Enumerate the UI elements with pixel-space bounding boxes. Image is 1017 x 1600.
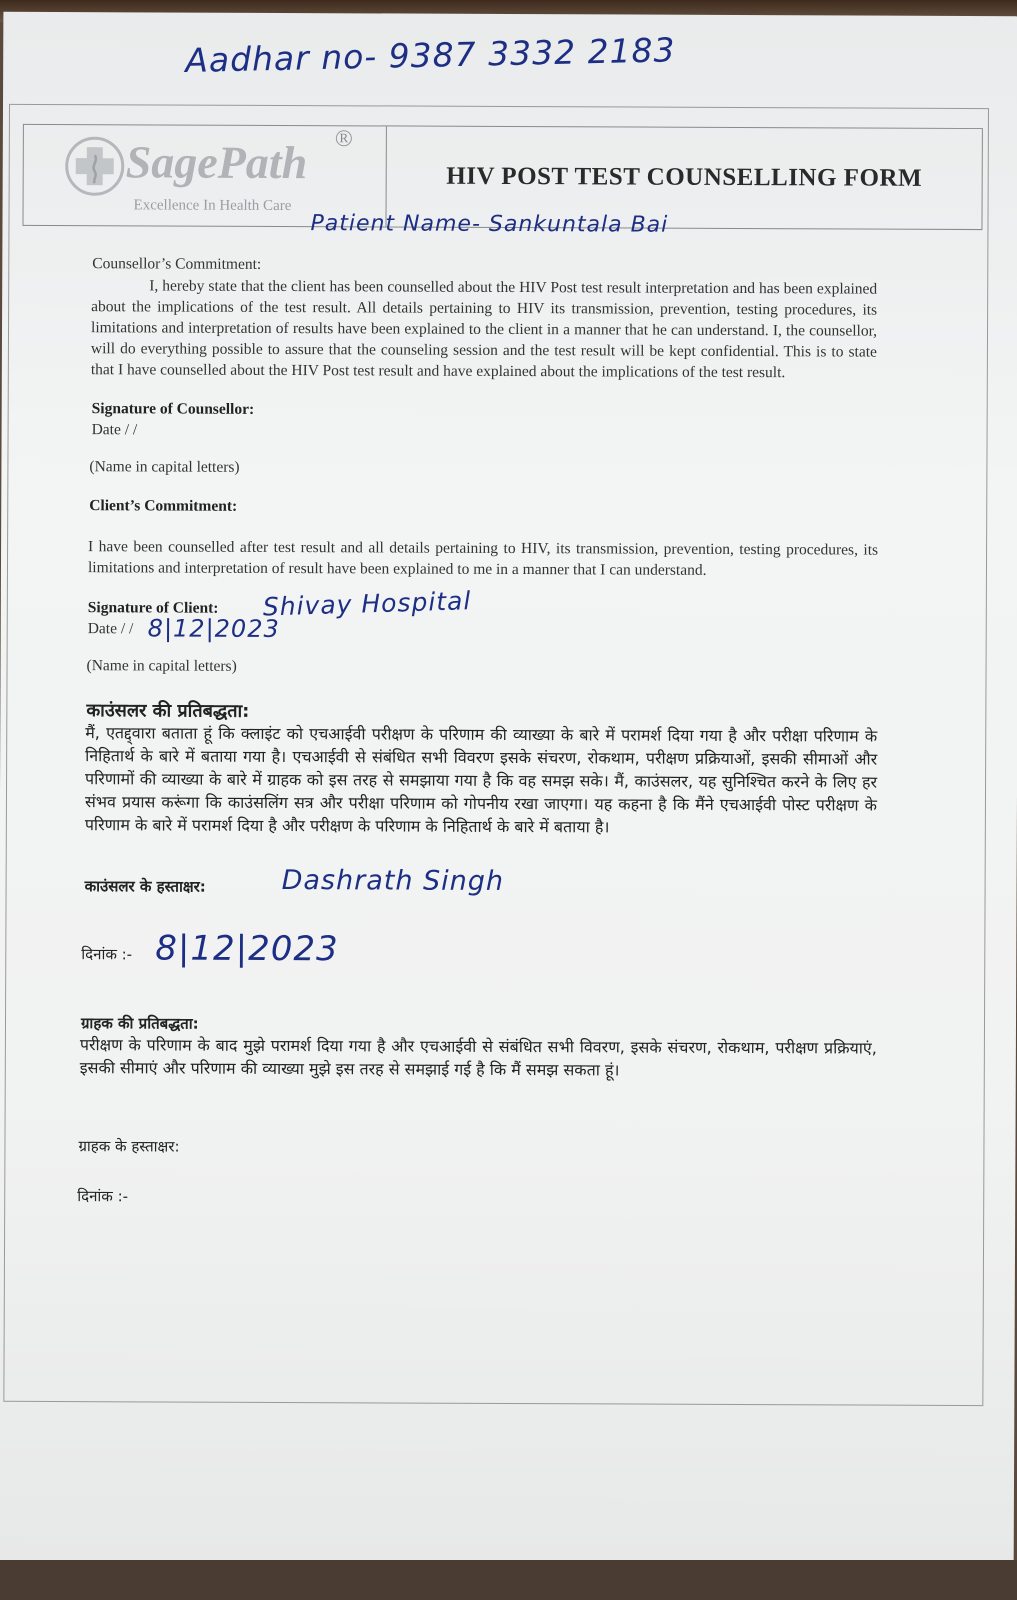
- hindi-client-heading: ग्राहक की प्रतिबद्धता:: [80, 1014, 199, 1033]
- logo-name: SagePath: [125, 136, 308, 189]
- hindi-client-text: परीक्षण के परिणाम के बाद मुझे परामर्श दिया गया है और एचआईवी से संबंधित सभी विवरण, इसके संचरण, रोकथाम, परीक्षण प्रक्रियाएं, इसकी सीमाएं और परिणाम की व्याख्या मुझे इस तरह से समझाई गई है कि मैं समझ सकता हूं।: [79, 1035, 877, 1080]
- patient-name-handwritten: Patient Name- Sankuntala Bai: [310, 211, 669, 238]
- form-title: HIV POST TEST COUNSELLING FORM: [446, 162, 923, 192]
- client-date-handwritten: 8|12|2023: [147, 614, 280, 644]
- client-commitment-text: I have been counselled after test result and all details pertaining to HIV, its transmission, prevention, testing procedures, its limitations and interpretation of result have been explained to me in a manner that I can understand.: [87, 538, 879, 579]
- client-signature-handwritten: Shivay Hospital: [262, 586, 472, 622]
- counsellor-signature-handwritten: Dashrath Singh: [281, 865, 505, 897]
- medical-cross-logo-icon: [64, 135, 126, 197]
- form-sheet: [0, 12, 1017, 1576]
- hindi-client-date-label: दिनांक :-: [77, 1187, 129, 1206]
- registered-mark: R: [336, 130, 352, 146]
- client-name-label: (Name in capital letters): [86, 657, 237, 675]
- counsellor-name-label: (Name in capital letters): [89, 458, 240, 476]
- hindi-counsellor-signature-label: काउंसलर के हस्ताक्षर:: [84, 877, 206, 896]
- background-edge-bottom: [0, 1560, 1017, 1600]
- hindi-counsellor-text: मैं, एतद्द्वारा बताता हूं कि क्लाइंट को एचआईवी परीक्षण के परिणाम की व्याख्या के बारे में परामर्श दिया गया है और परीक्षा परिणाम के निहितार्थ के बारे में बताया गया है। एचआईवी से संबंधित सभी विवरण इसके संचरण, रोकथाम, परीक्षण प्रक्रियाओं, इसकी सीमाओं और परिणामों की व्याख्या के बारे में ग्राहक को इस तरह से समझाया गया है कि वह समझ सके। मैं, काउंसलर, यह सुनिश्चित करने के लिए हर संभव प्रयास करूंगा कि काउंसलिंग सत्र और परीक्षा परिणाम को गोपनीय रखा जाएगा। यह कहना है कि मैंने एचआईवी पोस्ट परीक्षण के परिणाम के बारे में परामर्श दिया है और परीक्षण के परिणाम के निहितार्थ के बारे में बताया है।: [84, 723, 878, 837]
- counsellor-signature-label: Signature of Counsellor:: [91, 400, 255, 418]
- logo-tagline: Excellence In Health Care: [133, 197, 292, 215]
- aadhar-handwritten: Aadhar no- 9387 3332 2183: [184, 30, 676, 80]
- hindi-client-signature-label: ग्राहक के हस्ताक्षर:: [78, 1137, 180, 1156]
- hindi-counsellor-date-label: दिनांक :-: [81, 945, 133, 964]
- counsellor-commitment-heading: Counsellor’s Commitment:: [92, 255, 262, 273]
- client-date-label: Date / /: [87, 620, 134, 638]
- client-signature-label: Signature of Client:: [87, 599, 219, 617]
- counsellor-commitment-text: I, hereby state that the client has been counselled about the HIV Post test result interpretation and has been explained about the implications of the test result. All details pertaining to HIV its transmission, prevention, testing procedures, its limitations and interpretation of results have been explained to the client in a manner that he can understand. I, the counsellor, will do everything possible to assure that the counseling session and the test result will be kept confidential. This is to state that I have counselled about the HIV Post test result and have explained about the implications of the test result.: [90, 277, 878, 382]
- hindi-date-handwritten: 8|12|2023: [155, 928, 339, 970]
- client-commitment-heading: Client’s Commitment:: [89, 497, 238, 515]
- hindi-counsellor-heading: काउंसलर की प्रतिबद्धता:: [86, 700, 250, 722]
- counsellor-date-label: Date / /: [91, 421, 138, 439]
